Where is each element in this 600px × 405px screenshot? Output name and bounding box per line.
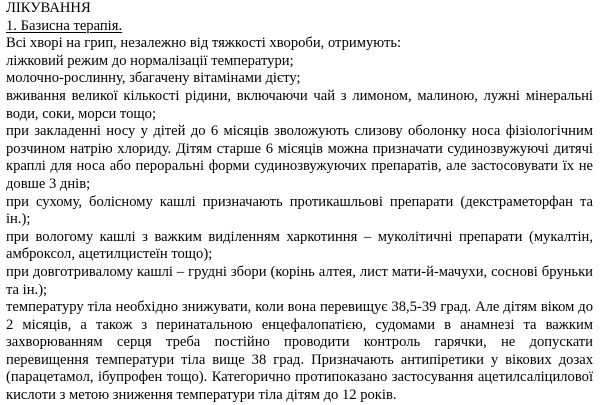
paragraph-diet: молочно-рослинну, збагачену вітамінами дієту; [6,70,301,87]
paragraph-bed-rest: ліжковий режим до нормалізації температури; [6,52,294,69]
paragraph-nasal-congestion: при закладенні носу у дітей до 6 місяців зволожують слизову оболонку носа фізіологічним розчином натрію хлориду. Дітям старше 6 місяців можна призначати судинозвужуючі дитячі краплі для носа або пероральні форми судинозвужуючих препаратів, але застосовувати їх не довше 3 днів; [6,123,593,192]
paragraph-temperature: температуру тіла необхідно знижувати, коли вона перевищує 38,5-39 град. Але дітям віком до 2 місяців, а також з перинатальною енцефалопатією, судомами в анамнезі та важким захворюванням серця треба постійно проводити контроль гарячки, не допускати перевищення температури тіла вище 38 град. Призначають антипіретики у вікових дозах (парацетамол, ібупрофен тощо). Категорично протипоказано застосування ацетилсаліцилової кислоти з метою зниження температури тіла дітям до 12 років. [6,299,593,404]
paragraph-prolonged-cough: при довготривалому кашлі – грудні збори (корінь алтея, лист мати-й-мачухи, соснові бруньки та ін.); [6,263,593,298]
paragraph-fluids: вживання великої кількості рідини, включаючи чай з лимоном, малиною, лужні мінеральні води, соки, морси тощо; [6,87,593,122]
section-heading: 1. Базисна терапія. [6,17,123,34]
document-title: ЛІКУВАННЯ [6,0,91,16]
paragraph-wet-cough: при вологому кашлі з важким виділенням харкотиння – муколітичні препарати (мукалтін, амброксол, ацетилцистеїн тощо); [6,228,593,263]
paragraph-dry-cough: при сухому, болісному кашлі призначають протикашльові препарати (декстраметорфан та ін.); [6,193,593,228]
paragraph-intro: Всі хворі на грип, незалежно від тяжкості хвороби, отримують: [6,35,402,52]
